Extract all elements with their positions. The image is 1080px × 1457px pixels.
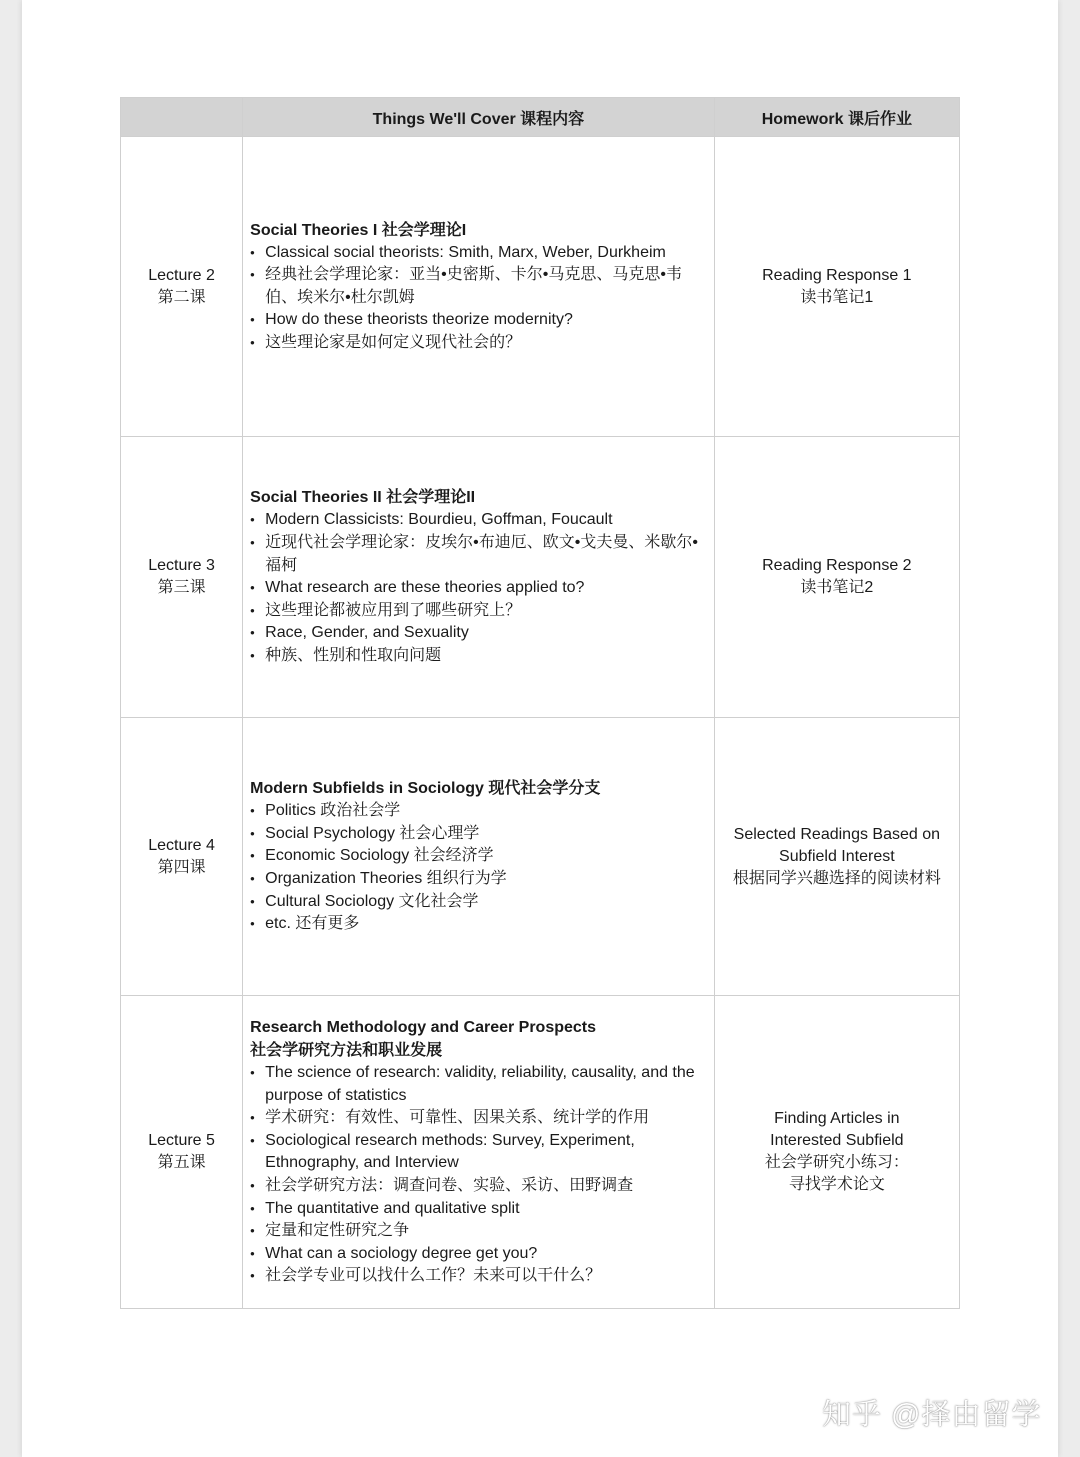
lecture-number: Lecture 5 [148, 1132, 215, 1149]
list-item: • Organization Theories 组织行为学 [250, 868, 706, 891]
watermark: 知乎 @择由留学 [822, 1399, 1042, 1431]
homework-line: 寻找学术论文 [788, 1176, 885, 1193]
lecture-number-zh: 第四课 [157, 858, 206, 876]
list-item: • Economic Sociology 社会经济学 [250, 845, 706, 868]
header-lecture [121, 98, 243, 137]
homework-cell [714, 718, 959, 996]
topic-bullets [250, 242, 706, 355]
list-item: • Classical social theorists: Smith, Marx, Weber, Durkheim [250, 242, 706, 265]
header-topics: Things We'll Cover 课程内容 [243, 98, 715, 137]
list-item: • 社会学研究方法：调查问卷、实验、采访、田野调查 [250, 1175, 706, 1198]
topic-cell [243, 437, 715, 718]
lecture-number: Lecture 4 [148, 836, 215, 854]
list-item: • 经典社会学理论家：亚当•史密斯、卡尔•马克思、马克思•韦伯、埃米尔•杜尔凯姆 [250, 264, 706, 309]
topic-title: Social Theories II 社会学理论II [250, 489, 476, 507]
homework-line: 读书笔记1 [800, 288, 874, 306]
topic-bullets [250, 1062, 706, 1288]
topic-title: Research Methodology and Career Prospects [250, 1019, 597, 1037]
table-row [121, 996, 960, 1309]
homework-cell [714, 996, 959, 1309]
lecture-number: Lecture 2 [148, 266, 215, 284]
lecture-cell [121, 437, 243, 718]
syllabus-table [120, 97, 960, 1309]
list-item: • 种族、性别和性取向问题 [250, 645, 706, 668]
topic-title: Modern Subfields in Sociology 现代社会学分支 [250, 780, 601, 798]
list-item: • 定量和定性研究之争 [250, 1220, 706, 1243]
homework-line: Reading Response 2 [762, 557, 912, 574]
lecture-number-zh: 第二课 [157, 288, 206, 306]
list-item: • 学术研究：有效性、可靠性、因果关系、统计学的作用 [250, 1107, 706, 1130]
topic-title-zh: 社会学研究方法和职业发展 [250, 1042, 443, 1060]
homework-line: Selected Readings Based on [733, 825, 941, 843]
lecture-cell [121, 137, 243, 437]
list-item: • Cultural Sociology 文化社会学 [250, 891, 706, 914]
list-item: • Social Psychology 社会心理学 [250, 823, 706, 846]
lecture-cell [121, 996, 243, 1309]
list-item: • The science of research: validity, reliability, causality, and the purpose of statistics [250, 1062, 706, 1107]
list-item: • 近现代社会学理论家：皮埃尔•布迪厄、欧文•戈夫曼、米歇尔•福柯 [250, 532, 706, 577]
table-row [121, 137, 960, 437]
table-row [121, 437, 960, 718]
list-item: • 社会学专业可以找什么工作？未来可以干什么？ [250, 1265, 706, 1288]
topic-bullets [250, 800, 706, 936]
homework-line: Reading Response 1 [762, 266, 912, 284]
list-item: • What research are these theories applied to? [250, 577, 706, 600]
topic-bullets [250, 509, 706, 667]
homework-line: Finding Articles in [774, 1110, 900, 1127]
list-item: • 这些理论家是如何定义现代社会的？ [250, 332, 706, 355]
homework-cell [714, 137, 959, 437]
document-page [22, 0, 1058, 1457]
homework-cell [714, 437, 959, 718]
list-item: • 这些理论都被应用到了哪些研究上？ [250, 600, 706, 623]
topic-cell [243, 996, 715, 1309]
list-item: • etc. 还有更多 [250, 913, 706, 936]
lecture-cell [121, 718, 243, 996]
homework-line: 社会学研究小练习： [764, 1154, 909, 1171]
homework-line: 读书笔记2 [800, 579, 874, 596]
table-row [121, 718, 960, 996]
topic-cell [243, 718, 715, 996]
lecture-number-zh: 第三课 [157, 579, 206, 596]
list-item: • Modern Classicists: Bourdieu, Goffman, Foucault [250, 509, 706, 532]
list-item: • Politics 政治社会学 [250, 800, 706, 823]
topic-title: Social Theories I 社会学理论I [250, 221, 467, 239]
homework-line: Subfield Interest [779, 847, 895, 865]
list-item: • Race, Gender, and Sexuality [250, 622, 706, 645]
homework-line: 根据同学兴趣选择的阅读材料 [732, 869, 941, 887]
header-homework: Homework 课后作业 [714, 98, 959, 137]
lecture-number: Lecture 3 [148, 557, 215, 574]
topic-cell [243, 137, 715, 437]
list-item: • The quantitative and qualitative split [250, 1198, 706, 1221]
list-item: • Sociological research methods: Survey, Experiment, Ethnography, and Interview [250, 1130, 706, 1175]
list-item: • How do these theorists theorize modernity? [250, 309, 706, 332]
homework-line: Interested Subfield [770, 1132, 904, 1149]
list-item: • What can a sociology degree get you? [250, 1243, 706, 1266]
lecture-number-zh: 第五课 [157, 1154, 206, 1171]
table-header-row [121, 98, 960, 137]
